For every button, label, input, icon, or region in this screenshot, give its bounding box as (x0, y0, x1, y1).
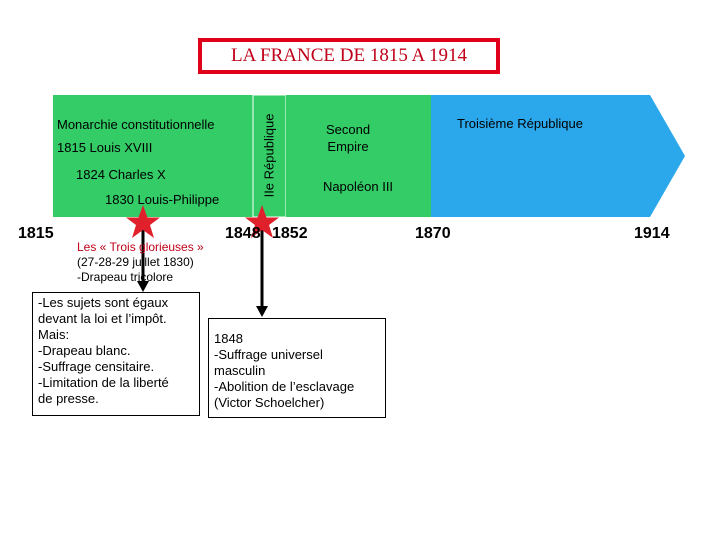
trois-glorieuses-title: Les « Trois glorieuses » (77, 240, 204, 254)
year-1815: 1815 (18, 225, 54, 242)
year-1870: 1870 (415, 225, 451, 242)
trois-glorieuses-note (77, 240, 204, 285)
troisieme-republique-label: Troisième République (457, 116, 583, 131)
reign-louis-xviii: 1815 Louis XVIII (57, 140, 153, 155)
restauration-line: -Limitation de la liberté (38, 375, 169, 390)
restauration-line: -Les sujets sont égaux (38, 295, 169, 310)
reign-charles-x: 1824 Charles X (76, 167, 166, 182)
box-1848-line: masculin (214, 363, 266, 378)
year-1852: 1852 (272, 225, 308, 242)
restauration-line: Mais: (38, 327, 70, 342)
troisieme-republique-arrow (431, 95, 685, 217)
reign-louis-philippe: 1830 Louis-Philippe (105, 192, 220, 207)
restauration-line: -Drapeau blanc. (38, 343, 131, 358)
year-1848: 1848 (225, 225, 261, 242)
box-1848-line: (Victor Schoelcher) (214, 395, 325, 410)
iie-republique-label: IIe République (261, 113, 277, 198)
arrow-head-1848 (256, 306, 268, 317)
restauration-line: de presse. (38, 391, 99, 406)
box-1848-line: -Abolition de l’esclavage (214, 379, 355, 394)
box-1848-line: 1848 (214, 331, 243, 346)
second-empire-band (286, 95, 431, 217)
napoleon-iii-label: Napoléon III (322, 179, 394, 194)
restauration-line: devant la loi et l’impôt. (38, 311, 167, 326)
trois-glorieuses-drapeau: -Drapeau tricolore (77, 270, 174, 284)
second-empire-line2: Empire (327, 139, 369, 154)
title-text: LA FRANCE DE 1815 A 1914 (231, 45, 467, 66)
second-empire-line1: Second (325, 122, 371, 137)
monarchie-heading: Monarchie constitutionnelle (57, 117, 215, 132)
trois-glorieuses-dates: (27-28-29 juillet 1830) (77, 255, 194, 269)
year-1914: 1914 (634, 225, 670, 242)
box-1848 (208, 318, 386, 418)
restauration-box (32, 292, 200, 416)
restauration-line: -Suffrage censitaire. (38, 359, 155, 374)
box-1848-line: -Suffrage universel (214, 347, 323, 362)
